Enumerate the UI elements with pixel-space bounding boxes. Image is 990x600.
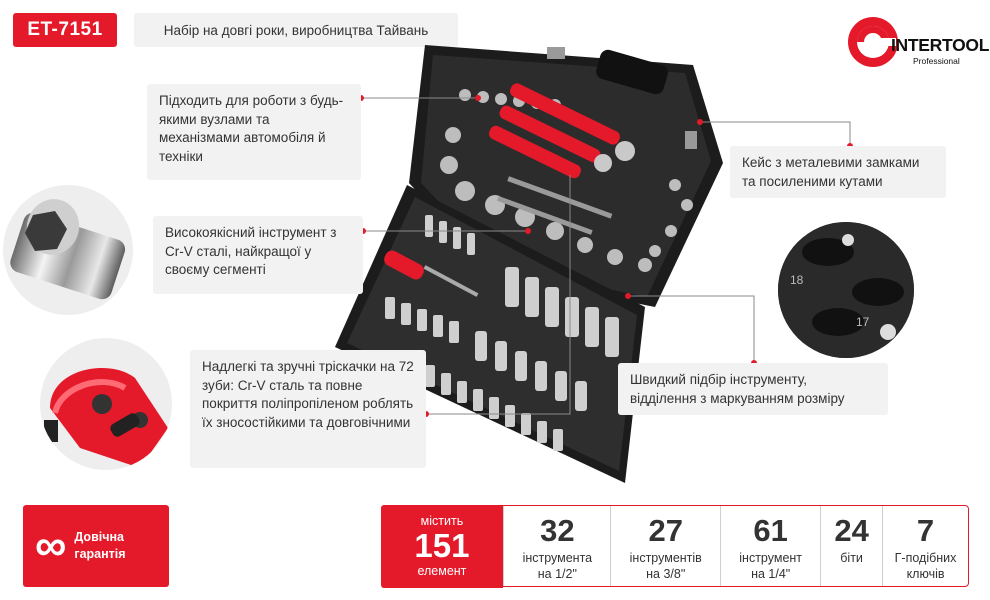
subtitle: Набір на довгі роки, виробництва Тайвань: [134, 13, 458, 47]
stat-value: 32: [540, 513, 575, 548]
stat-item: [503, 506, 610, 586]
ratchet-closeup-image: [40, 338, 172, 470]
stat-label: біти: [840, 551, 863, 565]
stat-value: 61: [753, 513, 788, 548]
brand-name: INTERTOOL: [891, 35, 990, 55]
svg-text:18: 18: [790, 273, 804, 287]
warranty-line2: гарантія: [74, 547, 126, 561]
stat-item: [720, 506, 820, 586]
brand-tagline: Professional: [913, 56, 960, 66]
model-badge: ET-7151: [13, 13, 117, 47]
stat-value: 27: [648, 513, 683, 548]
stat-total-value: 151: [414, 527, 470, 564]
stat-label: інструмент на 1/4": [739, 551, 803, 581]
stat-label: Г-подібних ключів: [894, 551, 957, 581]
callout-ratchet: Надлегкі та зручні тріскачки на 72 зуби: Cr-V сталь та повне покриття поліпропіленом роблять їх зносостійкими та довговічними: [190, 350, 426, 468]
stat-item: [610, 506, 720, 586]
stat-value: 7: [916, 513, 935, 548]
infinity-icon: ∞: [35, 521, 67, 570]
stat-label: інструмента на 1/2": [522, 551, 593, 581]
warranty-badge: [23, 505, 169, 587]
callout-quick: Швидкий підбір інструменту, відділення з маркуванням розміру: [618, 363, 888, 415]
callout-fit: Підходить для роботи з будь-якими вузлами та механізмами автомобіля й техніки: [147, 84, 361, 180]
stat-label: інструментів на 3/8": [629, 551, 702, 581]
stat-item: [820, 506, 882, 586]
stat-total: [381, 505, 504, 588]
stat-value: 24: [834, 513, 869, 548]
svg-text:17: 17: [856, 315, 870, 329]
warranty-line1: Довічна: [74, 530, 124, 544]
stat-total-label-top: містить: [420, 514, 464, 528]
contents-stats: [381, 505, 969, 587]
callout-material: Високоякісний інструмент з Cr-V сталі, найкращої у своєму сегменті: [153, 216, 363, 294]
callout-case: Кейс з металевими замками та посиленими кутами: [730, 146, 946, 198]
socket-closeup-image: [3, 185, 133, 315]
case-compartment-image: [778, 222, 914, 358]
stat-item: [882, 506, 968, 586]
warranty-text: [74, 529, 125, 563]
stat-total-label-bottom: елемент: [417, 564, 467, 578]
